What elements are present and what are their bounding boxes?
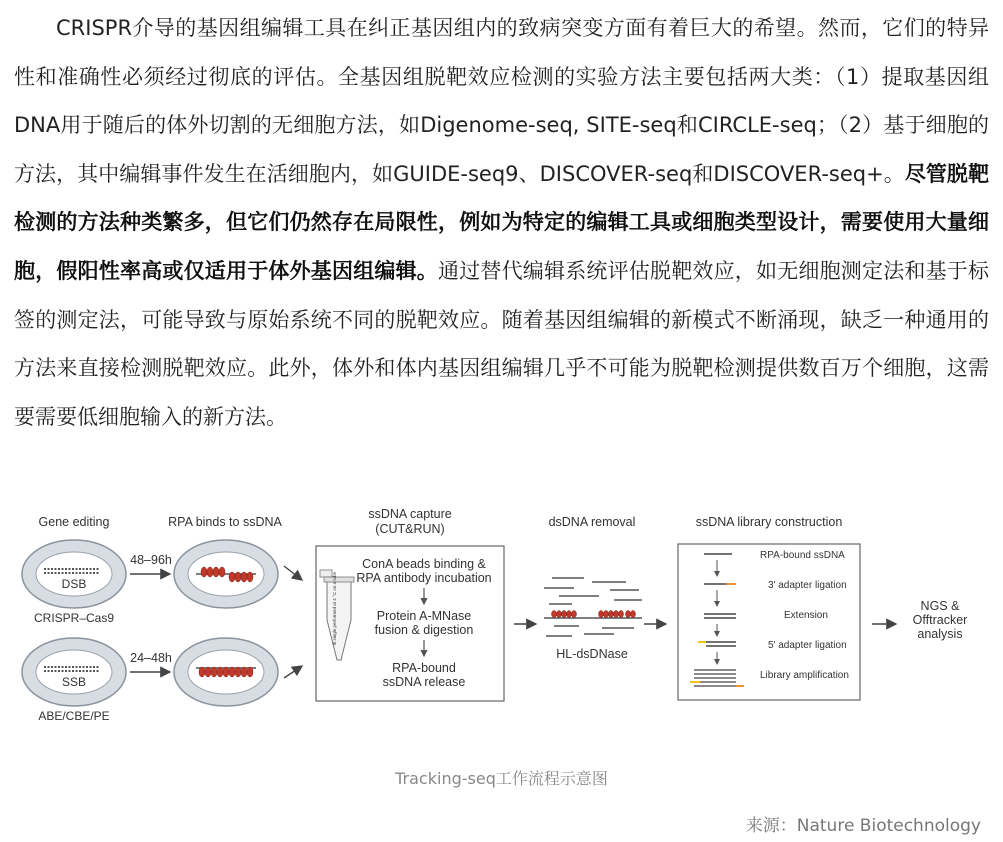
- source-credit: 来源：Nature Biotechnology: [745, 816, 981, 836]
- cell-rpa-ssb: [174, 638, 278, 706]
- figure-caption: Tracking-seq工作流程示意图: [395, 769, 608, 788]
- step-1-line-1: ConA beads binding &: [362, 557, 486, 571]
- tube-text: lit single performed at 4 °C on a tube: [332, 571, 337, 645]
- lib-step-3: Extension: [784, 610, 828, 621]
- lib-step-1: RPA-bound ssDNA: [760, 550, 845, 561]
- arrow-to-capture-2: [284, 666, 302, 678]
- paragraph-bold-text: 尽管脱靶检测的方法种类繁多，但它们仍然存在局限性，例如为特定的编辑工具或细胞类型设计，需要使用大量细胞，假阳性率高或仅适用于体外基因组编辑。: [14, 161, 989, 283]
- step-3-line-2: ssDNA release: [382, 675, 466, 689]
- step-1-line-2: RPA antibody incubation: [356, 571, 492, 585]
- dsb-label: DSB: [61, 577, 87, 591]
- lib-step-5: Library amplification: [760, 670, 849, 681]
- time-label-2: 24–48h: [130, 651, 172, 665]
- step-2-line-1: Protein A-MNase: [376, 609, 472, 623]
- ngs-line-3: analysis: [917, 627, 963, 641]
- header-rpa-binds: RPA binds to ssDNA: [168, 515, 282, 529]
- ssb-label: SSB: [61, 675, 87, 689]
- dsdna-fragments: [544, 578, 642, 636]
- step-3-line-1: RPA-bound: [392, 661, 456, 675]
- header-dsdna-removal: dsDNA removal: [548, 515, 636, 529]
- crispr-label: CRISPR–Cas9: [33, 611, 115, 625]
- header-cut-and-run: (CUT&RUN): [375, 522, 445, 536]
- lib-step-2: 3' adapter ligation: [768, 580, 847, 591]
- cell-rpa-dsb: [174, 540, 278, 608]
- rpa-proteins: [552, 611, 636, 618]
- step-2-line-2: fusion & digestion: [374, 623, 474, 637]
- lib-step-4: 5' adapter ligation: [768, 640, 847, 651]
- time-label-1: 48–96h: [130, 553, 172, 567]
- ngs-line-2: Offtracker: [912, 613, 968, 627]
- paragraph-text-2: 通过替代编辑系统评估脱靶效应，如无细胞测定法和基于标签的测定法，可能导致与原始系统不同的脱靶效应。随着基因组编辑的新模式不断涌现，缺乏一种通用的方法来直接检测脱靶效应。此外，体外和体内基因组编辑几乎不可能为脱靶检测提供数百万个细胞，这需要需要低细胞输入的新方法。: [14, 258, 989, 429]
- header-ssdna-capture: ssDNA capture: [368, 507, 452, 521]
- abe-label: ABE/CBE/PE: [38, 709, 110, 723]
- arrow-to-capture-1: [284, 566, 302, 580]
- paragraph-text-1: CRISPR介导的基因组编辑工具在纠正基因组内的致病突变方面有着巨大的希望。然而，它们的特异性和准确性必须经过彻底的评估。全基因组脱靶效应检测的实验方法主要包括两大类：（1）提取基因组DNA用于随后的体外切割的无细胞方法，如Digenome-seq, SITE-seq和CIRCLE-seq；（2）基于细胞的方法，其中编辑事件发生在活细胞内，如GUIDE-seq9、DISCOVER-seq和DISCOVER-seq+。: [14, 16, 989, 186]
- cell-dsb: [22, 540, 126, 608]
- header-gene-editing: Gene editing: [38, 515, 110, 529]
- ngs-line-1: NGS &: [920, 599, 960, 613]
- hl-dsdnase-label: HL-dsDNase: [556, 647, 628, 661]
- article-paragraph: [14, 4, 989, 441]
- cell-ssb: [22, 638, 126, 706]
- tracking-seq-workflow-figure: [14, 500, 989, 740]
- header-library-construction: ssDNA library construction: [695, 515, 843, 529]
